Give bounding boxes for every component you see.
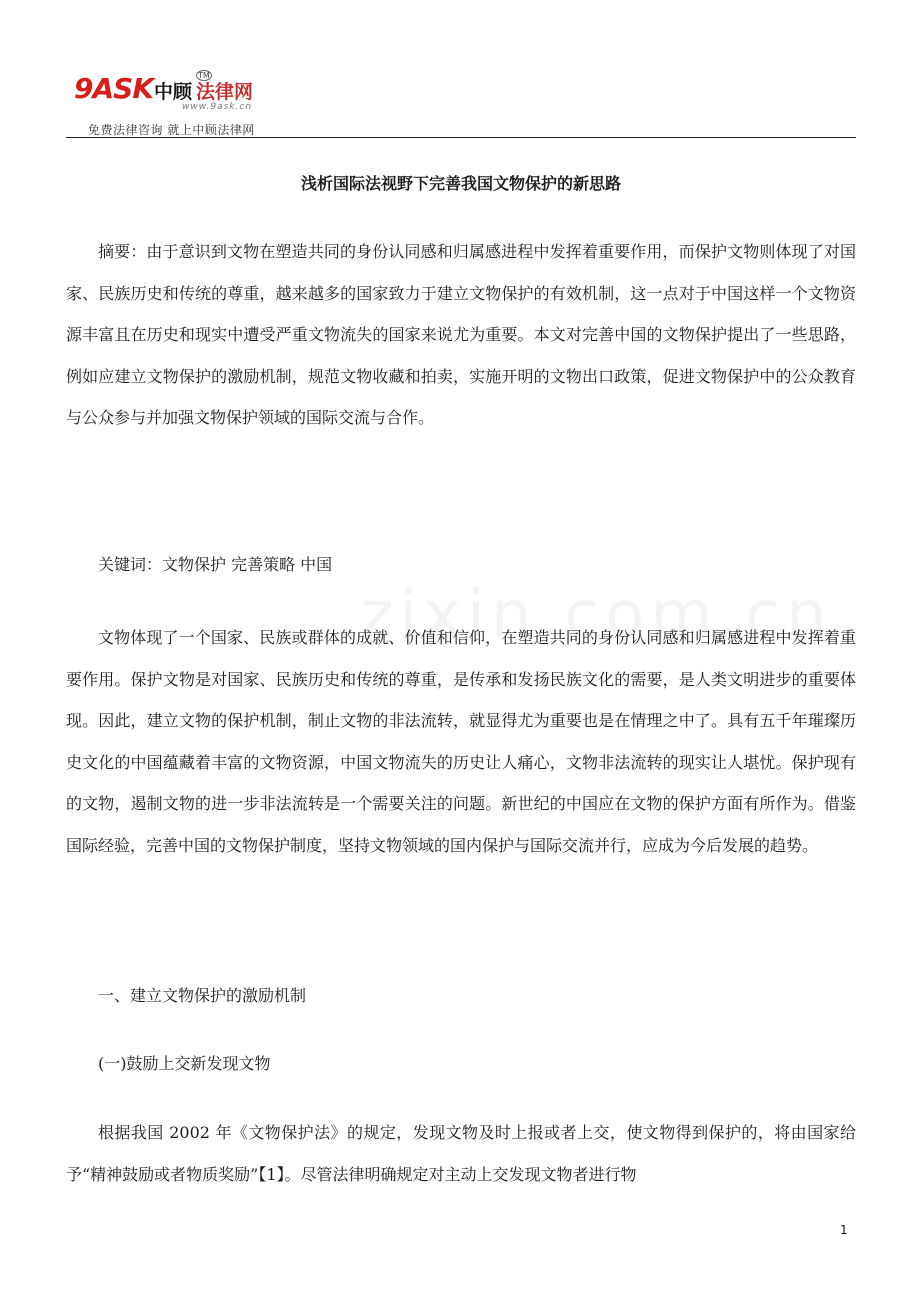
logo-slogan: 免费法律咨询 就上中顾法律网 xyxy=(88,123,255,137)
law-paragraph: 根据我国 2002 年《文物保护法》的规定，发现文物及时上报或者上交，使文物得到保护的，将由国家给予“精神鼓励或者物质奖励”【1】。尽管法律明确规定对主动上交发现文物者进行物 xyxy=(66,1123,856,1184)
intro-paragraph: 文物体现了一个国家、民族或群体的成就、价值和信仰，在塑造共同的身份认同感和归属感进程中发挥着重要作用。保护文物是对国家、民族历史和传统的尊重，是传承和发扬民族文化的需要，是人类文明进步的重要体现。因此，建立文物的保护机制，制止文物的非法流转，就显得尤为重要也是在情理之中了。具有五千年璀璨历史文化的中国蕴藏着丰富的文物资源，中国文物流失的历史让人痛心，文物非法流转的现实让人堪忧。保护现有的文物，遏制文物的进一步非法流转是一个需要关注的问题。新世纪的中国应在文物的保护方面有所作为。借鉴国际经验，完善中国的文物保护制度，坚持文物领域的国内保护与国际交流并行，应成为今后发展的趋势。 xyxy=(66,628,856,855)
logo-chinese-name xyxy=(154,80,253,104)
abstract-paragraph: 摘要：由于意识到文物在塑造共同的身份认同感和归属感进程中发挥着重要作用，而保护文物则体现了对国家、民族历史和传统的尊重，越来越多的国家致力于建立文物保护的有效机制，这一点对于中国这样一个文物资源丰富且在历史和现实中遭受严重文物流失的国家来说尤为重要。本文对完善中国的文物保护提出了一些思路，例如应建立文物保护的激励机制，规范文物收藏和拍卖，实施开明的文物出口政策，促进文物保护中的公众教育与公众参与并加强文物保护领域的国际交流与合作。 xyxy=(66,242,856,427)
keywords-paragraph: 关键词：文物保护 完善策略 中国 xyxy=(98,555,333,574)
logo-zhonggu: 中顾 xyxy=(154,81,193,103)
page-number: 1 xyxy=(840,1223,848,1237)
logo-ask: ASK xyxy=(92,72,154,105)
site-logo[interactable] xyxy=(74,71,314,137)
logo-9ask-mark xyxy=(74,72,153,106)
page-header xyxy=(66,66,856,138)
logo-nine: 9 xyxy=(74,72,93,105)
header-divider xyxy=(66,137,856,138)
subsection-heading: (一)鼓励上交新发现文物 xyxy=(98,1054,271,1073)
logo-url: www.9ask.cn xyxy=(182,102,253,112)
trademark-icon: TM xyxy=(198,71,210,80)
logo-falvwang: 法律网 xyxy=(196,81,254,103)
section-heading: 一、建立文物保护的激励机制 xyxy=(98,986,307,1005)
document-title: 浅析国际法视野下完善我国文物保护的新思路 xyxy=(300,174,621,193)
